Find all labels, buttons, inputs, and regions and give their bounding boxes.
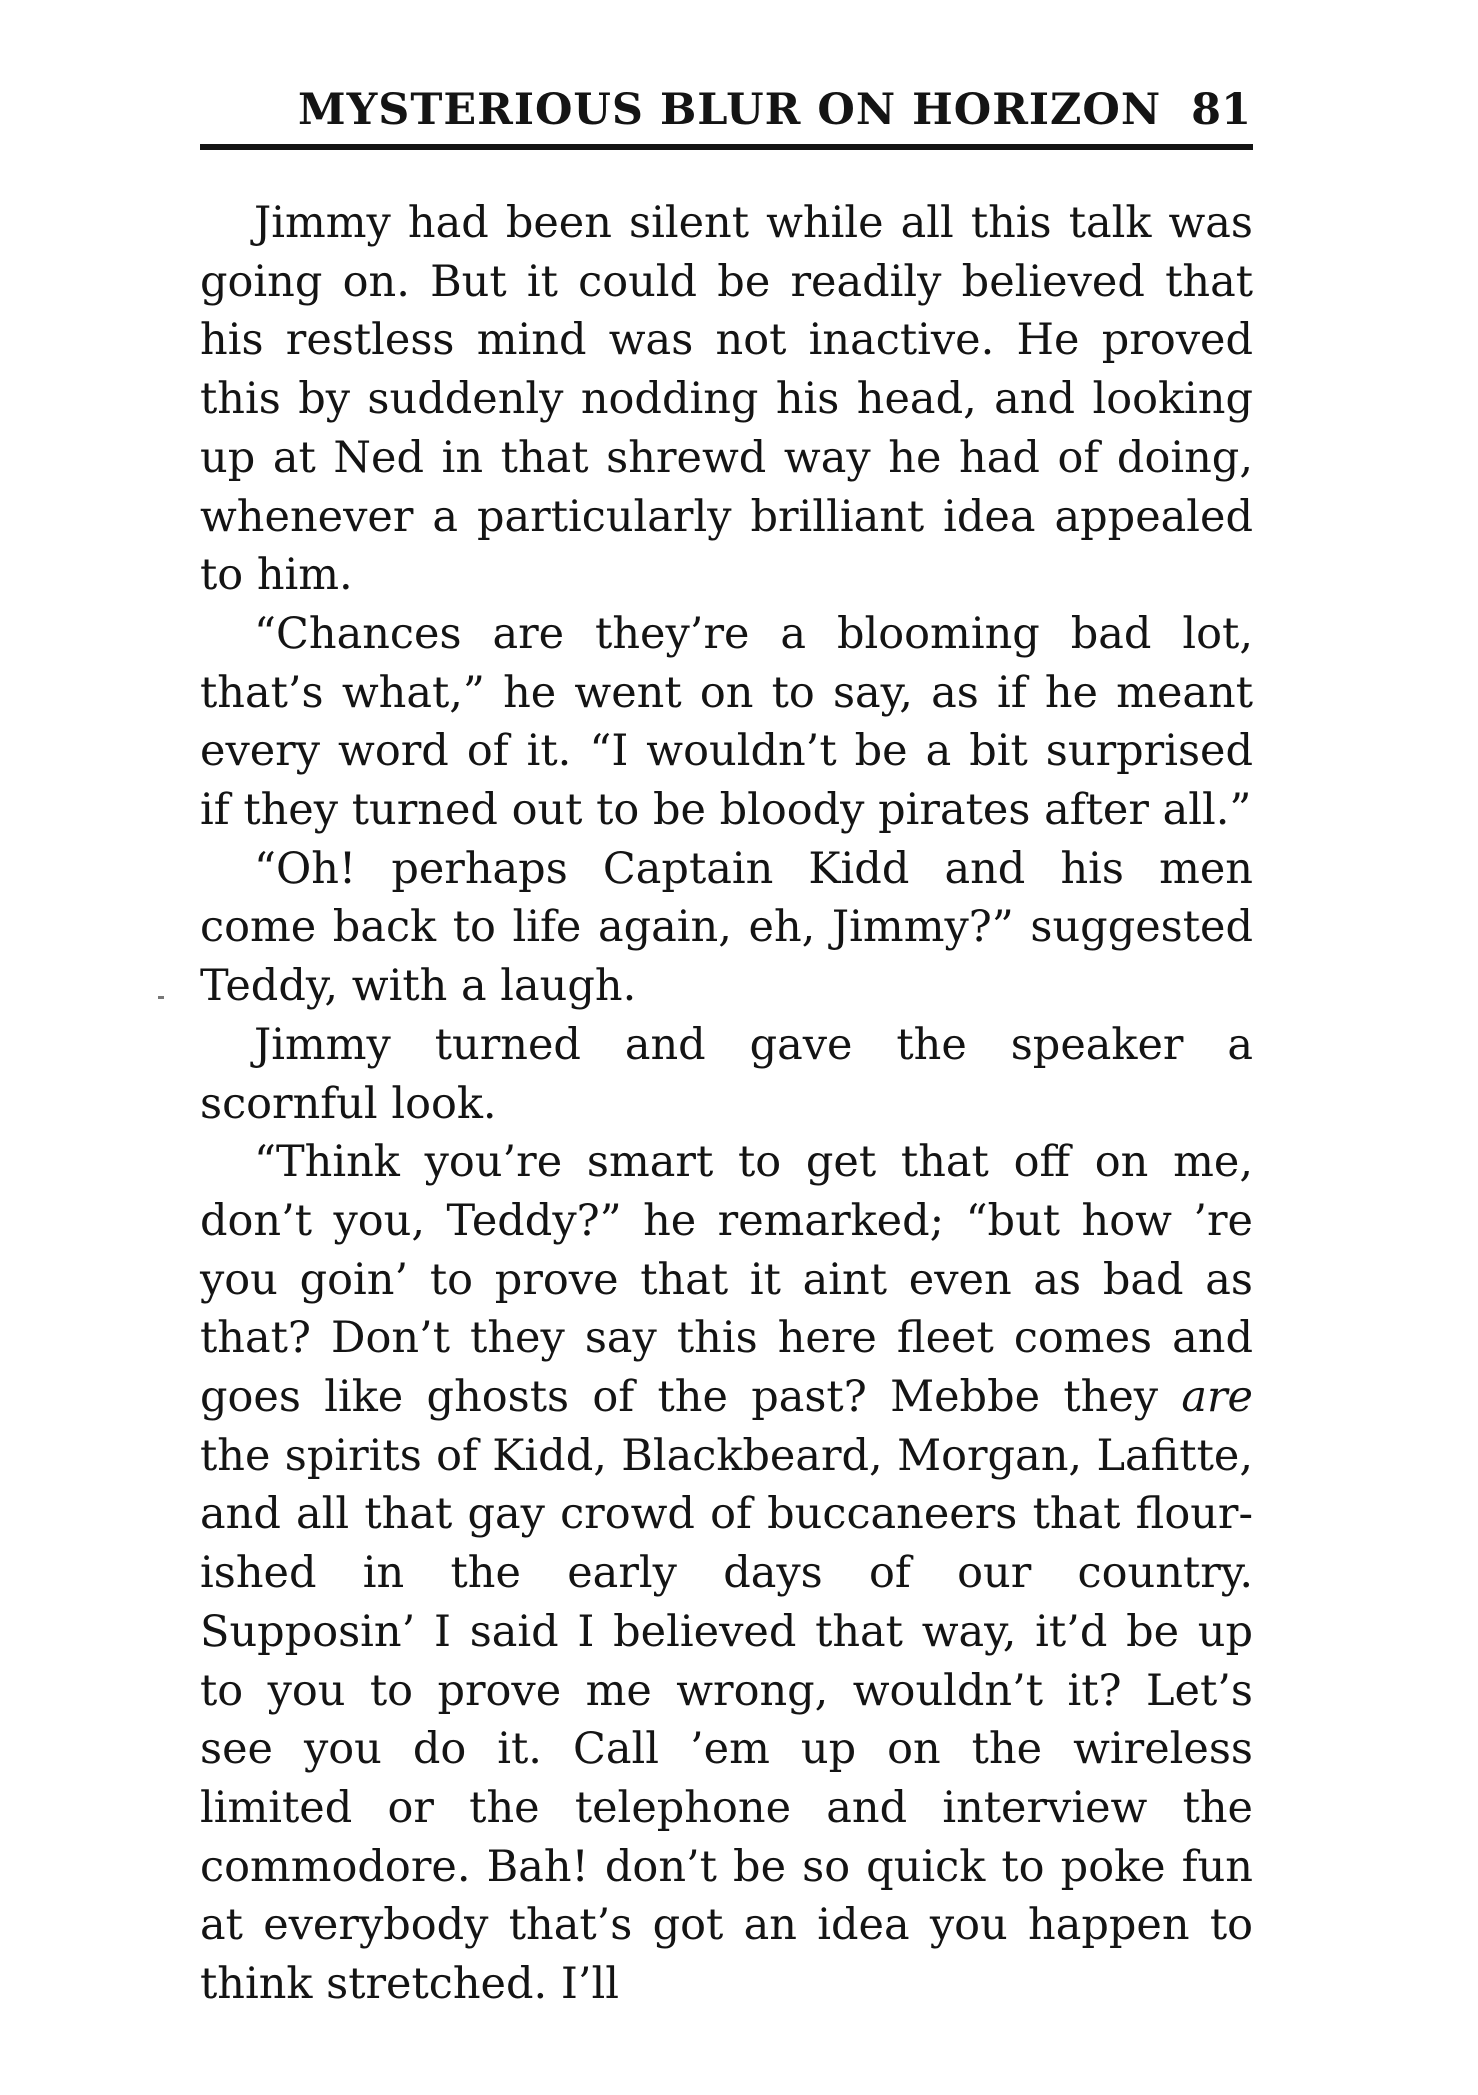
paragraph-4: Jimmy turned and gave the speaker a scornful look. bbox=[200, 1019, 1253, 1129]
page-number: 81 bbox=[1191, 85, 1251, 135]
paragraph-3: “Oh! perhaps Captain Kidd and his men come back to life again, eh, Jimmy?” suggested Teddy, with a laugh. bbox=[200, 843, 1253, 1012]
print-speck bbox=[158, 996, 164, 999]
paragraph-1: Jimmy had been silent while all this talk was going on. But it could be readily believed that his restless mind was not inactive. He proved this by suddenly nodding his head, and looking up at Ned in that shrewd way he had of doing, whenever a particularly brilliant idea appealed to him. bbox=[200, 198, 1253, 601]
paragraph-5 bbox=[200, 1133, 1253, 2014]
paragraph-5-before-emphasis: “Think you’re smart to get that off on me, don’t you, Teddy?” he remarked; “but how ’re you goin’ to prove that it aint even as bad as that? Don’t they say this here fleet comes and goes like ghosts of the past? Mebbe they bbox=[200, 1137, 1253, 1423]
body-text bbox=[200, 194, 1253, 2014]
running-header bbox=[200, 82, 1253, 142]
book-page bbox=[200, 82, 1253, 2010]
running-title: MYSTERIOUS BLUR ON HORIZON bbox=[298, 85, 1162, 135]
paragraph-2: “Chances are they’re a blooming bad lot, that’s what,” he went on to say, as if he meant every word of it. “I wouldn’t be a bit surprised if they turned out to be bloody pirates after all.” bbox=[200, 608, 1253, 836]
emphasized-word: are bbox=[1181, 1372, 1253, 1423]
header-rule bbox=[200, 144, 1253, 150]
paragraph-5-after-emphasis: the spirits of Kidd, Blackbeard, Morgan, Lafitte, and all that gay crowd of buccaneers that flourished in the early days of our country. Supposin’ I said I believed that way, it’d be up to you to prove me wrong, wouldn’t it? Let’s see you do it. Call ’em up on the wireless limited or the telephone and interview the commodore. Bah! don’t be so quick to poke fun at everybody that’s got an idea you happen to think stretched. I’ll bbox=[200, 1430, 1253, 2010]
